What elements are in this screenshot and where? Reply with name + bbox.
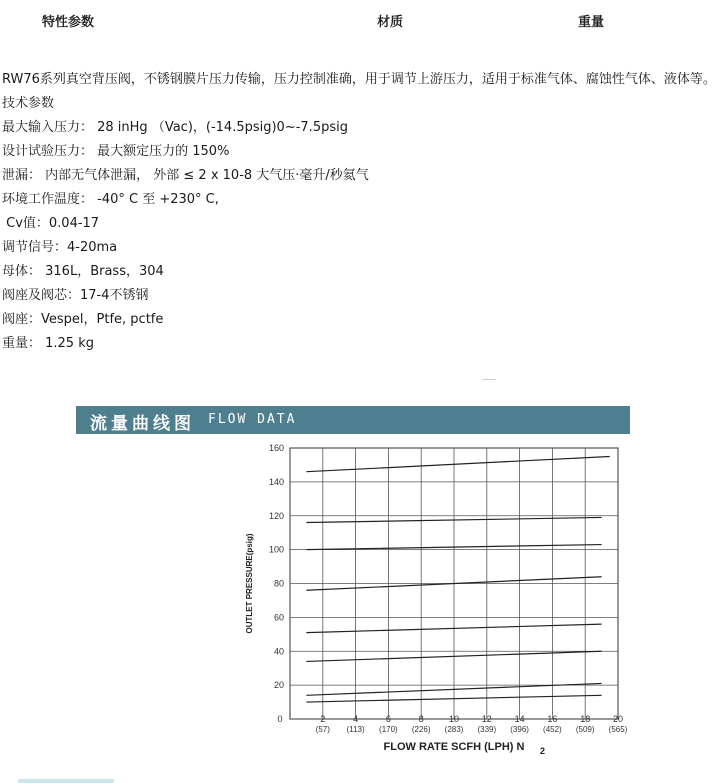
spec-line-test-pressure: 设计试验压力： 最大额定压力的 150% (2, 144, 230, 159)
x-tick-label: 2 (320, 714, 326, 724)
y-axis-label: OUTLET PRESSURE(psig) (245, 533, 254, 634)
x-origin-label: 0 (277, 714, 283, 724)
y-tick-label: 160 (268, 443, 284, 453)
divider-mark (482, 379, 496, 380)
x-tick-label: 18 (580, 714, 591, 724)
x-tick-label: 8 (418, 714, 424, 724)
x-tick-lph-label: (396) (510, 725, 529, 734)
tech-params-title: 技术参数 (2, 96, 55, 111)
flow-chart (236, 438, 636, 760)
tab-material[interactable]: 材质 (377, 15, 404, 30)
y-tick-label: 20 (273, 680, 284, 691)
spec-line-cv: Cv值：0.04-17 (2, 216, 100, 231)
spec-line-seat-core: 阀座及阀芯：17-4不锈钢 (2, 288, 149, 303)
y-tick-label: 60 (273, 612, 284, 623)
x-axis-label-subscript: 2 (540, 746, 546, 756)
x-axis-label: FLOW RATE SCFH (LPH) N (383, 741, 525, 753)
x-tick-lph-label: (57) (315, 725, 330, 734)
x-tick-label: 16 (547, 714, 558, 724)
x-tick-label: 12 (481, 714, 492, 724)
y-tick-label: 100 (268, 544, 284, 555)
spec-line-weight: 重量： 1.25 kg (2, 336, 94, 351)
spec-line-leakage: 泄漏： 内部无气体泄漏， 外部 ≤ 2 x 10-8 大气压·毫升/秒氦气 (2, 168, 369, 183)
x-tick-label: 6 (385, 714, 391, 724)
x-tick-lph-label: (565) (608, 725, 628, 734)
y-tick-label: 40 (273, 646, 284, 657)
x-tick-lph-label: (113) (346, 725, 365, 734)
spec-tab-header (0, 0, 726, 38)
x-tick-lph-label: (452) (543, 725, 562, 734)
flow-data-banner (76, 406, 630, 434)
y-tick-label: 80 (273, 578, 284, 589)
series-line (306, 456, 609, 471)
y-tick-label: 120 (268, 510, 284, 521)
x-tick-lph-label: (170) (379, 725, 398, 734)
spec-line-body: 母体： 316L，Brass，304 (2, 264, 164, 279)
spec-line-signal: 调节信号：4-20ma (2, 240, 118, 255)
x-tick-label: 10 (448, 714, 460, 724)
spec-line-seat: 阀座：Vespel，Ptfe, pctfe (2, 312, 164, 327)
spec-line-temperature: 环境工作温度： -40° C 至 +230° C, (2, 192, 219, 207)
x-tick-label: 4 (353, 714, 359, 724)
tab-weight[interactable]: 重量 (578, 15, 605, 30)
x-tick-lph-label: (226) (411, 725, 431, 734)
spec-line-max-input: 最大输入压力： 28 inHg （Vac)，(-14.5psig)0~-7.5psig (2, 120, 348, 135)
x-tick-lph-label: (283) (444, 725, 464, 734)
tab-characteristics[interactable]: 特性参数 (42, 15, 95, 30)
x-tick-label: 14 (514, 714, 525, 724)
spec-content (2, 68, 720, 356)
x-tick-lph-label: (339) (477, 725, 497, 734)
x-tick-lph-label: (509) (575, 725, 595, 734)
flow-banner-title-en: FLOW DATA (208, 412, 297, 427)
flow-banner-title-cn: 流量曲线图 (90, 414, 195, 434)
x-tick-label: 20 (612, 714, 624, 724)
y-tick-label: 140 (268, 476, 284, 487)
product-description: RW76系列真空背压阀，不锈钢膜片压力传输，压力控制准确，用于调节上游压力，适用于标准气体、腐蚀性气体、液体等。 (2, 72, 716, 87)
bottom-heading-mark (18, 779, 114, 783)
